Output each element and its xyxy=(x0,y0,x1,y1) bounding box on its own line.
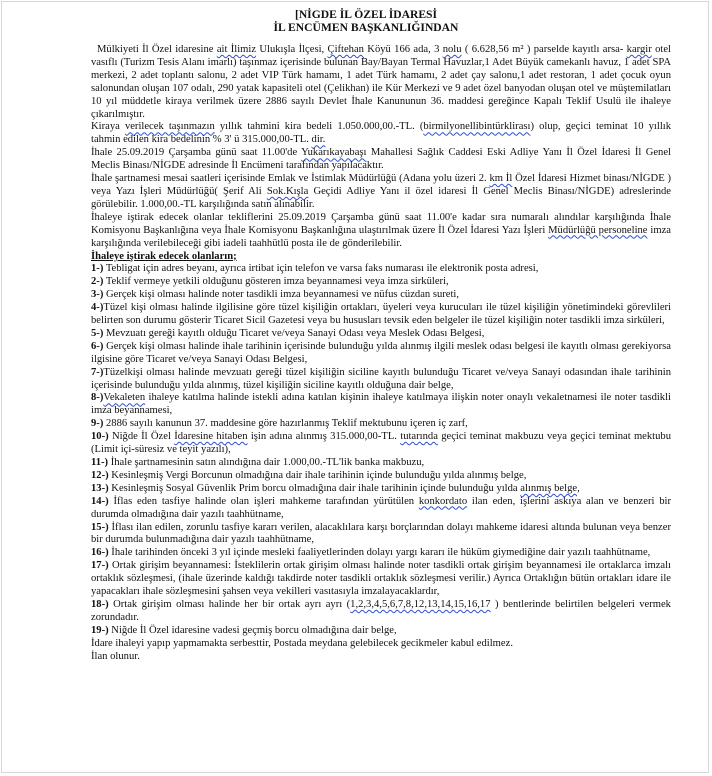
item-number: 8-) xyxy=(91,392,104,404)
list-item xyxy=(91,341,671,367)
item-text: Gerçek kişi olması halinde noter tasdikli imza beyannamesi ve nüfus cüzdan sureti, xyxy=(103,289,460,301)
item-number: 18-) xyxy=(91,598,109,610)
item-text: Teklif vermeye yetkili olduğunu gösteren imza beyannamesi veya imza sirküleri, xyxy=(103,276,449,288)
spell-flag: tutarında xyxy=(400,431,438,443)
item-text: Ortak girişim olması halinde her bir ortak ayrı ayrı ( xyxy=(108,598,351,610)
list-item xyxy=(91,496,671,522)
text: İhale 25.09.2019 Çarşamba günü saat 11.00'de xyxy=(91,147,302,159)
spell-flag: konkordato xyxy=(418,495,468,507)
list-heading: İhaleye iştirak edecek olanların; xyxy=(91,250,237,262)
text: ) olup, geçici teminat 10 yıllık tahmin edilen kira bedelinin % 3' ü 315.000,00-TL. xyxy=(91,121,672,146)
text: İhaleye iştirak edecek olanlar tekliflerini 25.09.2019 Çarşamba günü saat 11.00'e kadar sıra numaralı alındılar karşılığında İhale Komisyonu Başkanlığına veya İhale Komisyonu Başkanlığına ulaştırılmak üzere İl Özel İdaresi Yazı İşleri xyxy=(91,211,671,236)
item-text: işin adına alınmış 315.000,00-TL. xyxy=(247,431,401,443)
text: Kiraya xyxy=(91,121,125,133)
item-number: 4-) xyxy=(91,302,104,314)
list-item xyxy=(91,599,671,625)
text: ( 6.628,56 m² ) parselde kayıtlı arsa- xyxy=(461,44,627,55)
item-text: İhale şartnamesinin satın alındığına dair 1.000,00.-TL'lik banka makbuzu, xyxy=(108,457,425,468)
list-item xyxy=(91,328,671,341)
text: imza karşılığında verilebileceği gibi iadeli taahhütlü posta ile de gönderilebilir. xyxy=(91,224,671,249)
spell-flag: Çiftehan xyxy=(327,44,364,55)
spell-flag: nolu xyxy=(442,44,462,55)
list-item xyxy=(91,522,671,548)
list-item xyxy=(91,367,671,393)
list-item xyxy=(91,560,671,599)
list-item xyxy=(91,276,671,289)
item-number: 17-) xyxy=(91,560,109,572)
spell-flag: kargir xyxy=(626,44,652,55)
title-line-2: İL ENCÜMEN BAŞKANLIĞINDAN xyxy=(273,21,459,34)
list-item xyxy=(91,625,671,638)
item-number: 19-) xyxy=(91,624,109,636)
spell-flag: İdaresine hitaben xyxy=(174,431,248,443)
rent-paragraph xyxy=(91,121,671,147)
item-text: Tüzel kişi olması halinde ilgilisine göre tüzel kişiliğin ortakları, üyeleri veya kurucuları ile tüzel kişiliğin yönetimindeki görevlileri belirten son durumu gösterir Ticaret Sicil Gazetesi veya bu hususları tevsik eden belgeler ile tüzel kişiliğin noter tasdikli imza sirküleri, xyxy=(91,302,671,327)
item-number: 13-) xyxy=(91,482,109,494)
list-item xyxy=(91,470,671,483)
spell-flag: Yukarıkayabaşı xyxy=(301,147,367,159)
item-number: 14-) xyxy=(91,495,109,507)
intro-paragraph xyxy=(91,44,671,121)
document-page xyxy=(91,8,671,664)
spell-flag: Müdürlüğü personeline xyxy=(548,224,648,236)
text: Geçidi Adliye Yanı il özel idaresi İl Genel Meclis Binası/NİGDE) adreslerinde görülebilir. 1.000,00.-TL karşılığında satın alınabilir. xyxy=(91,185,671,210)
spell-flag: verilecek taşınmazın xyxy=(124,121,215,133)
text: otel vasıflı (Turizm Tesis Alanı imarlı) taşınmaz içerisinde bulunan Bay/Bayan Termal Havuzlar,1 Adet Büyük camekanlı havuz, 1 adet SPA merkezi, 2 adet toplantı salonu, 2 adet VIP Türk hamamı, 1 adet Türk hamamı, 2 adet çay salonu,1 adet restoran, 1 adet çocuk oyun salonundan oluşan 107 odalı, 290 yatak kapasiteli otel (Çelikhan) ile Kür Merkezi ve 9 adet özel banyodan oluşan otel ve müştemilatları 10 yıl müddetle kiraya verilmek üzere 2886 sayılı Devlet İhale Kanununun 36. maddesi gereğince Kapalı Teklif Usulü ile ihaleye çıkarılmıştır. xyxy=(91,44,671,120)
item-number: 3-) xyxy=(91,289,104,301)
closing-statement: İdare ihaleyi yapıp yapmamakta serbesttir, Postada meydana gelebilecek gecikmeler kabul edilmez. xyxy=(91,637,513,649)
spell-flag: Sok.Kışla xyxy=(266,185,309,197)
spell-flag: ait İlimiz xyxy=(216,44,257,55)
item-number: 10-) xyxy=(91,431,109,443)
text: Mülkiyeti İl Özel idaresine xyxy=(97,44,217,55)
item-number: 5-) xyxy=(91,327,104,339)
spell-flag: birmilyonellibintürklirası xyxy=(423,121,531,133)
list-item xyxy=(91,302,671,328)
item-text: , xyxy=(577,482,580,494)
spell-flag: dir. xyxy=(311,134,326,146)
specification-paragraph xyxy=(91,173,671,212)
item-text: Niğde İl Özel xyxy=(108,431,175,443)
spell-flag: Vekaleten xyxy=(103,392,146,404)
participation-paragraph xyxy=(91,212,671,251)
list-item xyxy=(91,263,671,276)
item-text: İflası ilan edilen, zorunlu tasfiye kararı verilen, alacaklılara karşı borçlarından dolayı mahkeme idaresi altında bulunan veya benzer bir durumda bulunmadığına dair yazılı taahhütname, xyxy=(91,521,671,546)
item-text: Tebligat için adres beyanı, ayrıca irtibat için telefon ve varsa faks numarası ile elektronik posta adresi, xyxy=(103,263,539,275)
item-text: Tüzelkişi olması halinde mevzuatı gereği tüzel kişiliğin siciline kayıtlı bulunduğu Ticaret ve/veya Sanayi odasından ihale tarihinin içerisinde bulunduğu yılda alınmış, tüzel kişiliğin siciline kayıtlı olduğuna dair belge, xyxy=(91,366,671,391)
list-item xyxy=(91,289,671,302)
item-text: ilan eden, işlerini askıya alan ve benzeri bir durumda olmadığına dair yazılı taahhütname, xyxy=(91,495,671,520)
item-number: 12-) xyxy=(91,469,109,481)
text: Özel İdaresi Hizmet binası/NİGDE ) veya Yazı İşleri Müdürlüğü( Şerif Ali xyxy=(91,173,671,197)
item-number: 6-) xyxy=(91,340,104,352)
item-number: 7-) xyxy=(91,366,104,378)
item-text: İhale tarihinden önceki 3 yıl içinde mesleki faaliyetlerinden dolayı yargı kararı ile hüküm giymediğine dair yazılı taahhütname, xyxy=(108,547,651,559)
closing-announcement: İlan olunur. xyxy=(91,650,140,662)
list-item xyxy=(91,547,671,560)
item-number: 15-) xyxy=(91,521,109,533)
text: yıllık tahmini kira bedeli 1.050.000,00.-TL. ( xyxy=(214,121,424,133)
document-body xyxy=(91,44,671,664)
list-item xyxy=(91,457,671,470)
item-text: Kesinleşmiş Vergi Borcunun olmadığına dair ihale tarihinin içinde bulunduğu yılda alınmış belge, xyxy=(108,469,527,481)
item-text: Gerçek kişi olması halinde ihale tarihinin içerisinde bulunduğu yılda alınmış ilgili meslek odası belgesi ile kayıtlı olması gerekiyorsa ilgisine göre Ticaret ve/veya Sanayi Odası Belgesi, xyxy=(91,340,671,365)
spell-flag: 1,2,3,4,5,6,7,8,12,13,14,15,16,17 xyxy=(350,598,491,610)
text: Mahallesi Sağlık Caddesi Eski Adliye Yanı İl Özel İdaresi İl Genel Meclis Binası/NİGDE adresinde İl Encümeni tarafından yapılacaktır. xyxy=(91,147,671,172)
item-text: Niğde İl Özel idaresine vadesi geçmiş borcu olmadığına dair belge, xyxy=(108,624,397,636)
item-number: 2-) xyxy=(91,276,104,288)
item-text: ihaleye katılma halinde istekli adına katılan kişinin ihaleye katılmaya ilişkin noter onaylı vekaletnamesi ile noter tasdikli imza beyannamesi, xyxy=(91,392,671,417)
item-text: İflas eden tasfiye halinde olan işleri mahkeme tarafından yürütülen xyxy=(108,495,419,507)
item-number: 9-) xyxy=(91,418,104,430)
list-item xyxy=(91,431,671,457)
spell-flag: km İl xyxy=(489,173,513,185)
auction-date-paragraph xyxy=(91,147,671,173)
title-line-1: [NİGDE İL ÖZEL İDARESİ xyxy=(294,8,438,21)
item-text: Kesinleşmiş Sosyal Güvenlik Prim borcu olmadığına dair ihale tarihinin içinde bulunduğu yılda xyxy=(108,482,521,494)
text: Köyü 166 ada, 3 xyxy=(363,44,443,55)
item-number: 1-) xyxy=(91,263,104,275)
list-item xyxy=(91,418,671,431)
text: İhale şartnamesi mesai saatleri içerisinde Emlak ve İstimlak Müdürlüğü (Adana yolu üzeri 2. xyxy=(91,173,490,185)
spell-flag: alınmış belge xyxy=(520,482,578,494)
item-text: Mevzuatı gereği kayıtlı olduğu Ticaret ve/veya Sanayi Odası veya Meslek Odası Belgesi, xyxy=(103,327,485,339)
document-title xyxy=(61,8,671,34)
list-item xyxy=(91,483,671,496)
item-number: 11-) xyxy=(91,457,109,468)
item-text: 2886 sayılı kanunun 37. maddesine göre hazırlanmış Teklif mektubunu içeren iç zarf, xyxy=(103,418,468,430)
text: Ulukışla İlçesi, xyxy=(256,44,328,55)
item-text: ) bentlerinde belirtilen belgeleri vermek zorundadır. xyxy=(91,598,671,623)
item-number: 16-) xyxy=(91,547,109,559)
item-text: Ortak girişim beyannamesi: İsteklilerin ortak girişim olması halinde noter tasdikli ortak girişim beyannamesi ile ortaklarca imzalı ortaklık sözleşmesi, (ihale üzerinde kaldığı takdirde noter tasdikli ortaklık sözleşmesi verilir.) Ayrıca Ortaklığın bütün ortakları idare ile yapacakları ihale sözleşmesini şahsen veya vekilleri vasıtasıyla imzalayacaklardır, xyxy=(91,560,671,598)
item-text: geçici teminat makbuzu veya geçici teminat mektubu (Limit içi-süresiz ve teyit yazılı), xyxy=(91,431,672,456)
list-item xyxy=(91,392,671,418)
